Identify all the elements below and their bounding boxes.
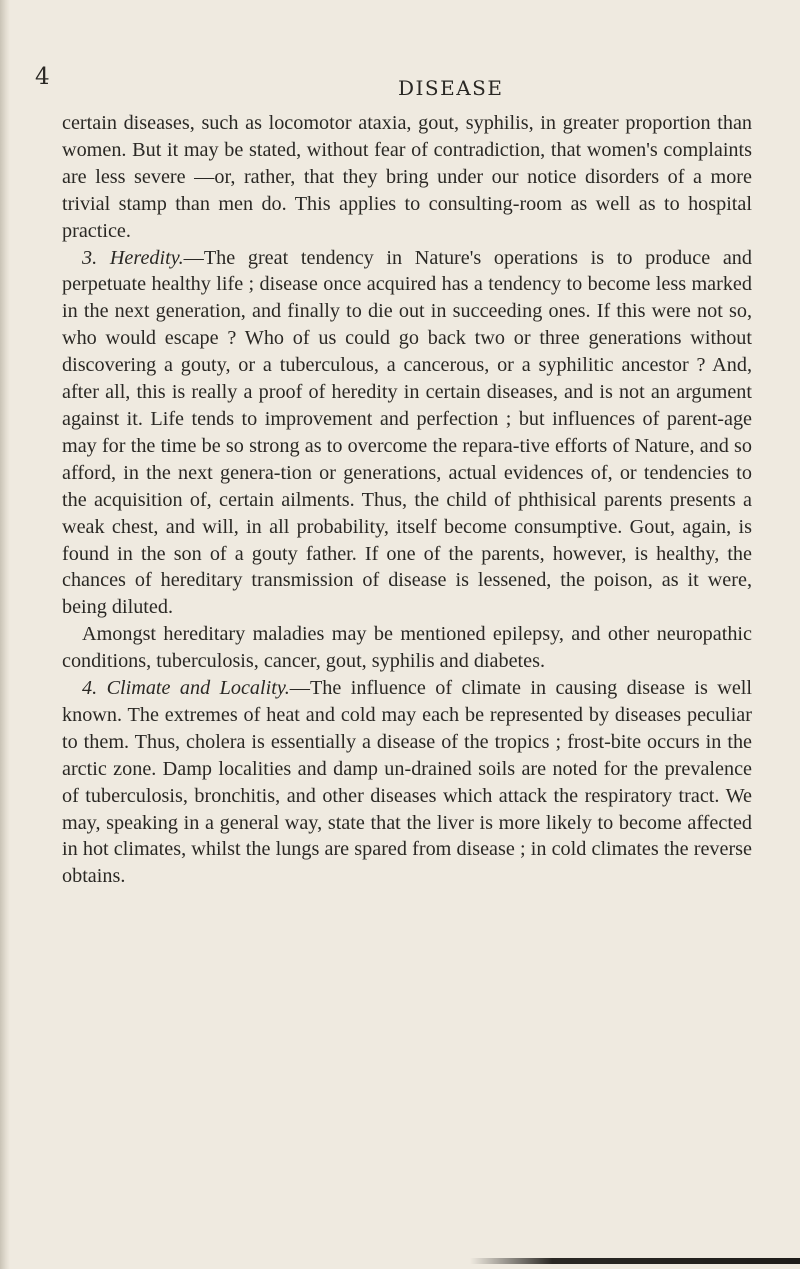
running-head: DISEASE	[398, 76, 504, 100]
paragraph-text: —The influence of climate in causing disease is well known. The extremes of heat and cold may each be represented by diseases peculiar to them. Thus, cholera is essentially a disease of the tropics ; frost-bite occurs in the arctic zone. Damp localities and damp un-drained soils are noted for the prevalence of tuberculosis, bronchitis, and other diseases which attack the respiratory tract. We may, speaking in a general way, state that the liver is more likely to become affected in hot climates, whilst the lungs are spared from disease ; in cold climates the reverse obtains.	[62, 677, 752, 888]
paragraph-heredity	[62, 245, 752, 622]
paragraph-climate-locality	[62, 675, 752, 890]
section-heading-heredity: 3. Heredity.	[82, 246, 184, 269]
bottom-edge-shadow	[470, 1258, 800, 1264]
page-number: 4	[35, 64, 50, 90]
paragraph-text: —The great tendency in Nature's operations is to produce and perpetuate healthy life ; disease once acquired has a tendency to become less marked in the next generation, and finally to die out in succeeding ones. If this were not so, who would escape ? Who of us could go back two or three generations without discovering a gouty, or a tuberculous, a cancerous, or a syphilitic ancestor ? And, after all, this is really a proof of heredity in certain diseases, and is not an argument against it. Life tends to improvement and perfection ; but influences of parent-age may for the time be so strong as to overcome the repara-tive efforts of Nature, and so afford, in the next genera-tion or generations, actual evidences of, or tendencies to the acquisition of, certain ailments. Thus, the child of phthisical parents presents a weak chest, and will, in all probability, itself become consumptive. Gout, again, is found in the son of a gouty father. If one of the parents, however, is healthy, the chances of hereditary transmission of disease is lessened, the poison, as it were, being diluted.	[62, 246, 752, 619]
paragraph-continuation	[62, 110, 752, 245]
paragraph-text: Amongst hereditary maladies may be mentioned epilepsy, and other neuropathic conditions, tuberculosis, cancer, gout, syphilis and diabetes.	[62, 623, 752, 673]
page-gutter-shadow	[0, 0, 10, 1269]
section-heading-climate-locality: 4. Climate and Locality.	[82, 677, 290, 700]
paragraph-text: certain diseases, such as locomotor ataxia, gout, syphilis, in greater proportion than women. But it may be stated, without fear of contradiction, that women's complaints are less severe —or, rather, that they bring under our notice disorders of a more trivial stamp than men do. This applies to consulting-room as well as to hospital practice.	[62, 112, 752, 242]
body-text	[62, 110, 752, 890]
paragraph-hereditary-maladies	[62, 621, 752, 675]
